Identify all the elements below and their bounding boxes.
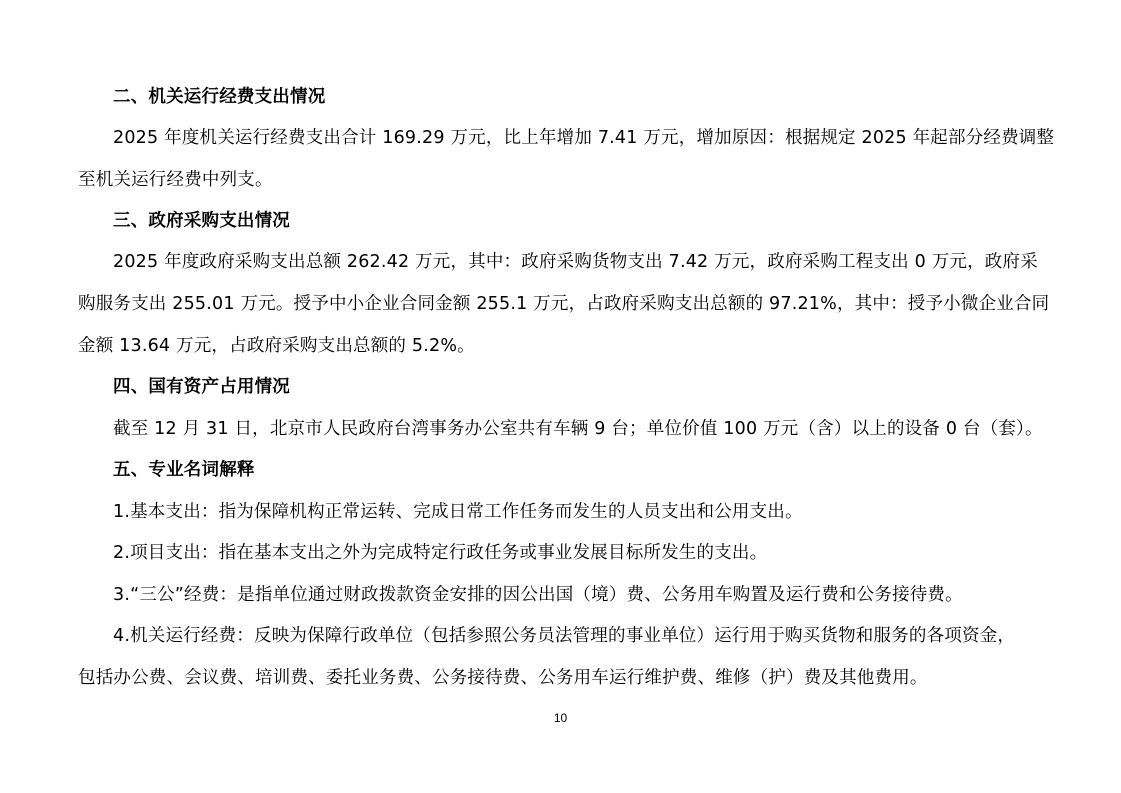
paragraph-line: 2025 年度政府采购支出总额 262.42 万元，其中：政府采购货物支出 7.42 万元，政府采购工程支出 0 万元，政府采 — [113, 252, 1038, 272]
glossary-item: 1.基本支出：指为保障机构正常运转、完成日常工作任务而发生的人员支出和公用支出。 — [113, 502, 803, 522]
page-number: 10 — [553, 711, 568, 725]
glossary-item: 4.机关运行经费：反映为保障行政单位（包括参照公务员法管理的事业单位）运行用于购买货物和服务的各项资金， — [113, 626, 1016, 646]
section-heading-glossary: 五、专业名词解释 — [113, 460, 255, 480]
glossary-item-continuation: 包括办公费、会议费、培训费、委托业务费、公务接待费、公务用车运行维护费、维修（护）费及其他费用。 — [78, 668, 928, 688]
section-heading-operating-expenses: 二、机关运行经费支出情况 — [113, 87, 326, 107]
paragraph-line: 至机关运行经费中列支。 — [78, 170, 273, 190]
paragraph-line: 购服务支出 255.01 万元。授予中小企业合同金额 255.1 万元，占政府采购支出总额的 97.21%，其中：授予小微企业合同 — [78, 294, 1050, 314]
glossary-item: 3.“三公”经费：是指单位通过财政拨款资金安排的因公出国（境）费、公务用车购置及运行费和公务接待费。 — [113, 585, 963, 605]
paragraph-line: 金额 13.64 万元，占政府采购支出总额的 5.2%。 — [78, 336, 475, 356]
glossary-item: 2.项目支出：指在基本支出之外为完成特定行政任务或事业发展目标所发生的支出。 — [113, 543, 768, 563]
paragraph-line: 截至 12 月 31 日，北京市人民政府台湾事务办公室共有车辆 9 台；单位价值 100 万元（含）以上的设备 0 台（套）。 — [113, 419, 1043, 439]
paragraph-line: 2025 年度机关运行经费支出合计 169.29 万元，比上年增加 7.41 万元，增加原因：根据规定 2025 年起部分经费调整 — [113, 128, 1055, 148]
section-heading-procurement: 三、政府采购支出情况 — [113, 211, 290, 231]
section-heading-state-assets: 四、国有资产占用情况 — [113, 377, 290, 397]
